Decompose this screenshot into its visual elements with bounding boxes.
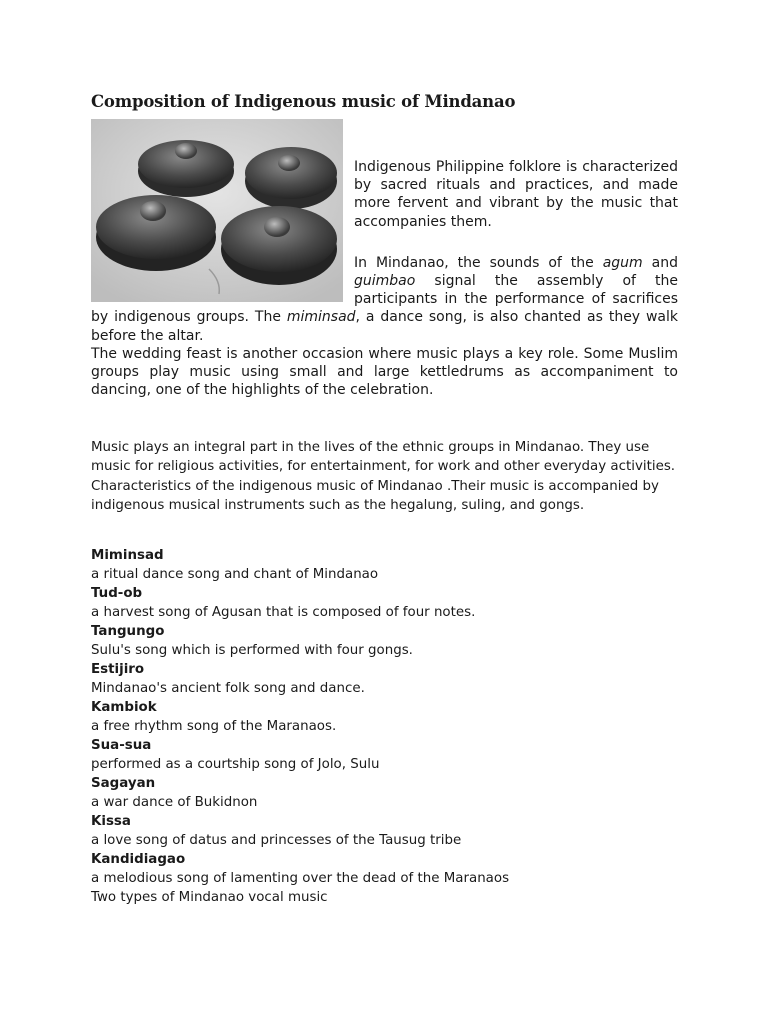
glossary-term: Miminsad [91,548,164,563]
page-title: Composition of Indigenous music of Mindanao [91,92,516,111]
glossary-term: Estijiro [91,662,145,677]
glossary-list [91,546,678,907]
wedding-paragraph: The wedding feast is another occasion where music plays a key role. Some Muslim groups play music using small and large kettledrums as accompaniment to dancing, one of the highlights of the celebration. [91,345,678,399]
mindanao-paragraph: In Mindanao, the sounds of the agum and guimbao signal the assembly of the participants in the performance of sacrifices by indigenous groups. The miminsad, a dance song, is also chanted as they walk before the altar. [91,254,679,344]
closing-line: Two types of Mindanao vocal music [91,890,328,905]
glossary-definition: Mindanao's ancient folk song and dance. [91,681,365,696]
intro-text [91,158,678,399]
glossary-definition: a melodious song of lamenting over the dead of the Maranaos [91,871,510,886]
glossary-term: Sua-sua [91,738,152,753]
glossary-term: Kandidiagao [91,852,186,867]
glossary-definition: a free rhythm song of the Maranaos. [91,719,337,734]
glossary-definition: a harvest song of Agusan that is composed of four notes. [91,605,476,620]
glossary-term: Tangungo [91,624,165,639]
glossary-definition: a war dance of Bukidnon [91,795,258,810]
guimbao-term: guimbao [354,273,416,290]
intro-paragraph: Indigenous Philippine folklore is characterized by sacred rituals and practices, and made more fervent and vibrant by the music that accompanies them. [354,159,678,230]
glossary-definition: a love song of datus and princesses of the Tausug tribe [91,833,462,848]
glossary-term: Sagayan [91,776,156,791]
agum-term: agum [602,254,643,271]
miminsad-term: miminsad [286,309,356,326]
glossary-term: Kambiok [91,700,157,715]
glossary-term: Tud-ob [91,586,143,601]
music-paragraph: Music plays an integral part in the lives of the ethnic groups in Mindanao. They use music for religious activities, for entertainment, for work and other everyday activities. Characteristics of the indigenous music of Mindanao .Their music is accompanied by indigenous musical instruments such as the hegalung, suling, and gongs. [91,440,676,513]
glossary-term: Kissa [91,814,131,829]
glossary-definition: performed as a courtship song of Jolo, Sulu [91,757,380,772]
glossary-definition: Sulu's song which is performed with four gongs. [91,643,413,658]
glossary-definition: a ritual dance song and chant of Mindanao [91,567,379,582]
